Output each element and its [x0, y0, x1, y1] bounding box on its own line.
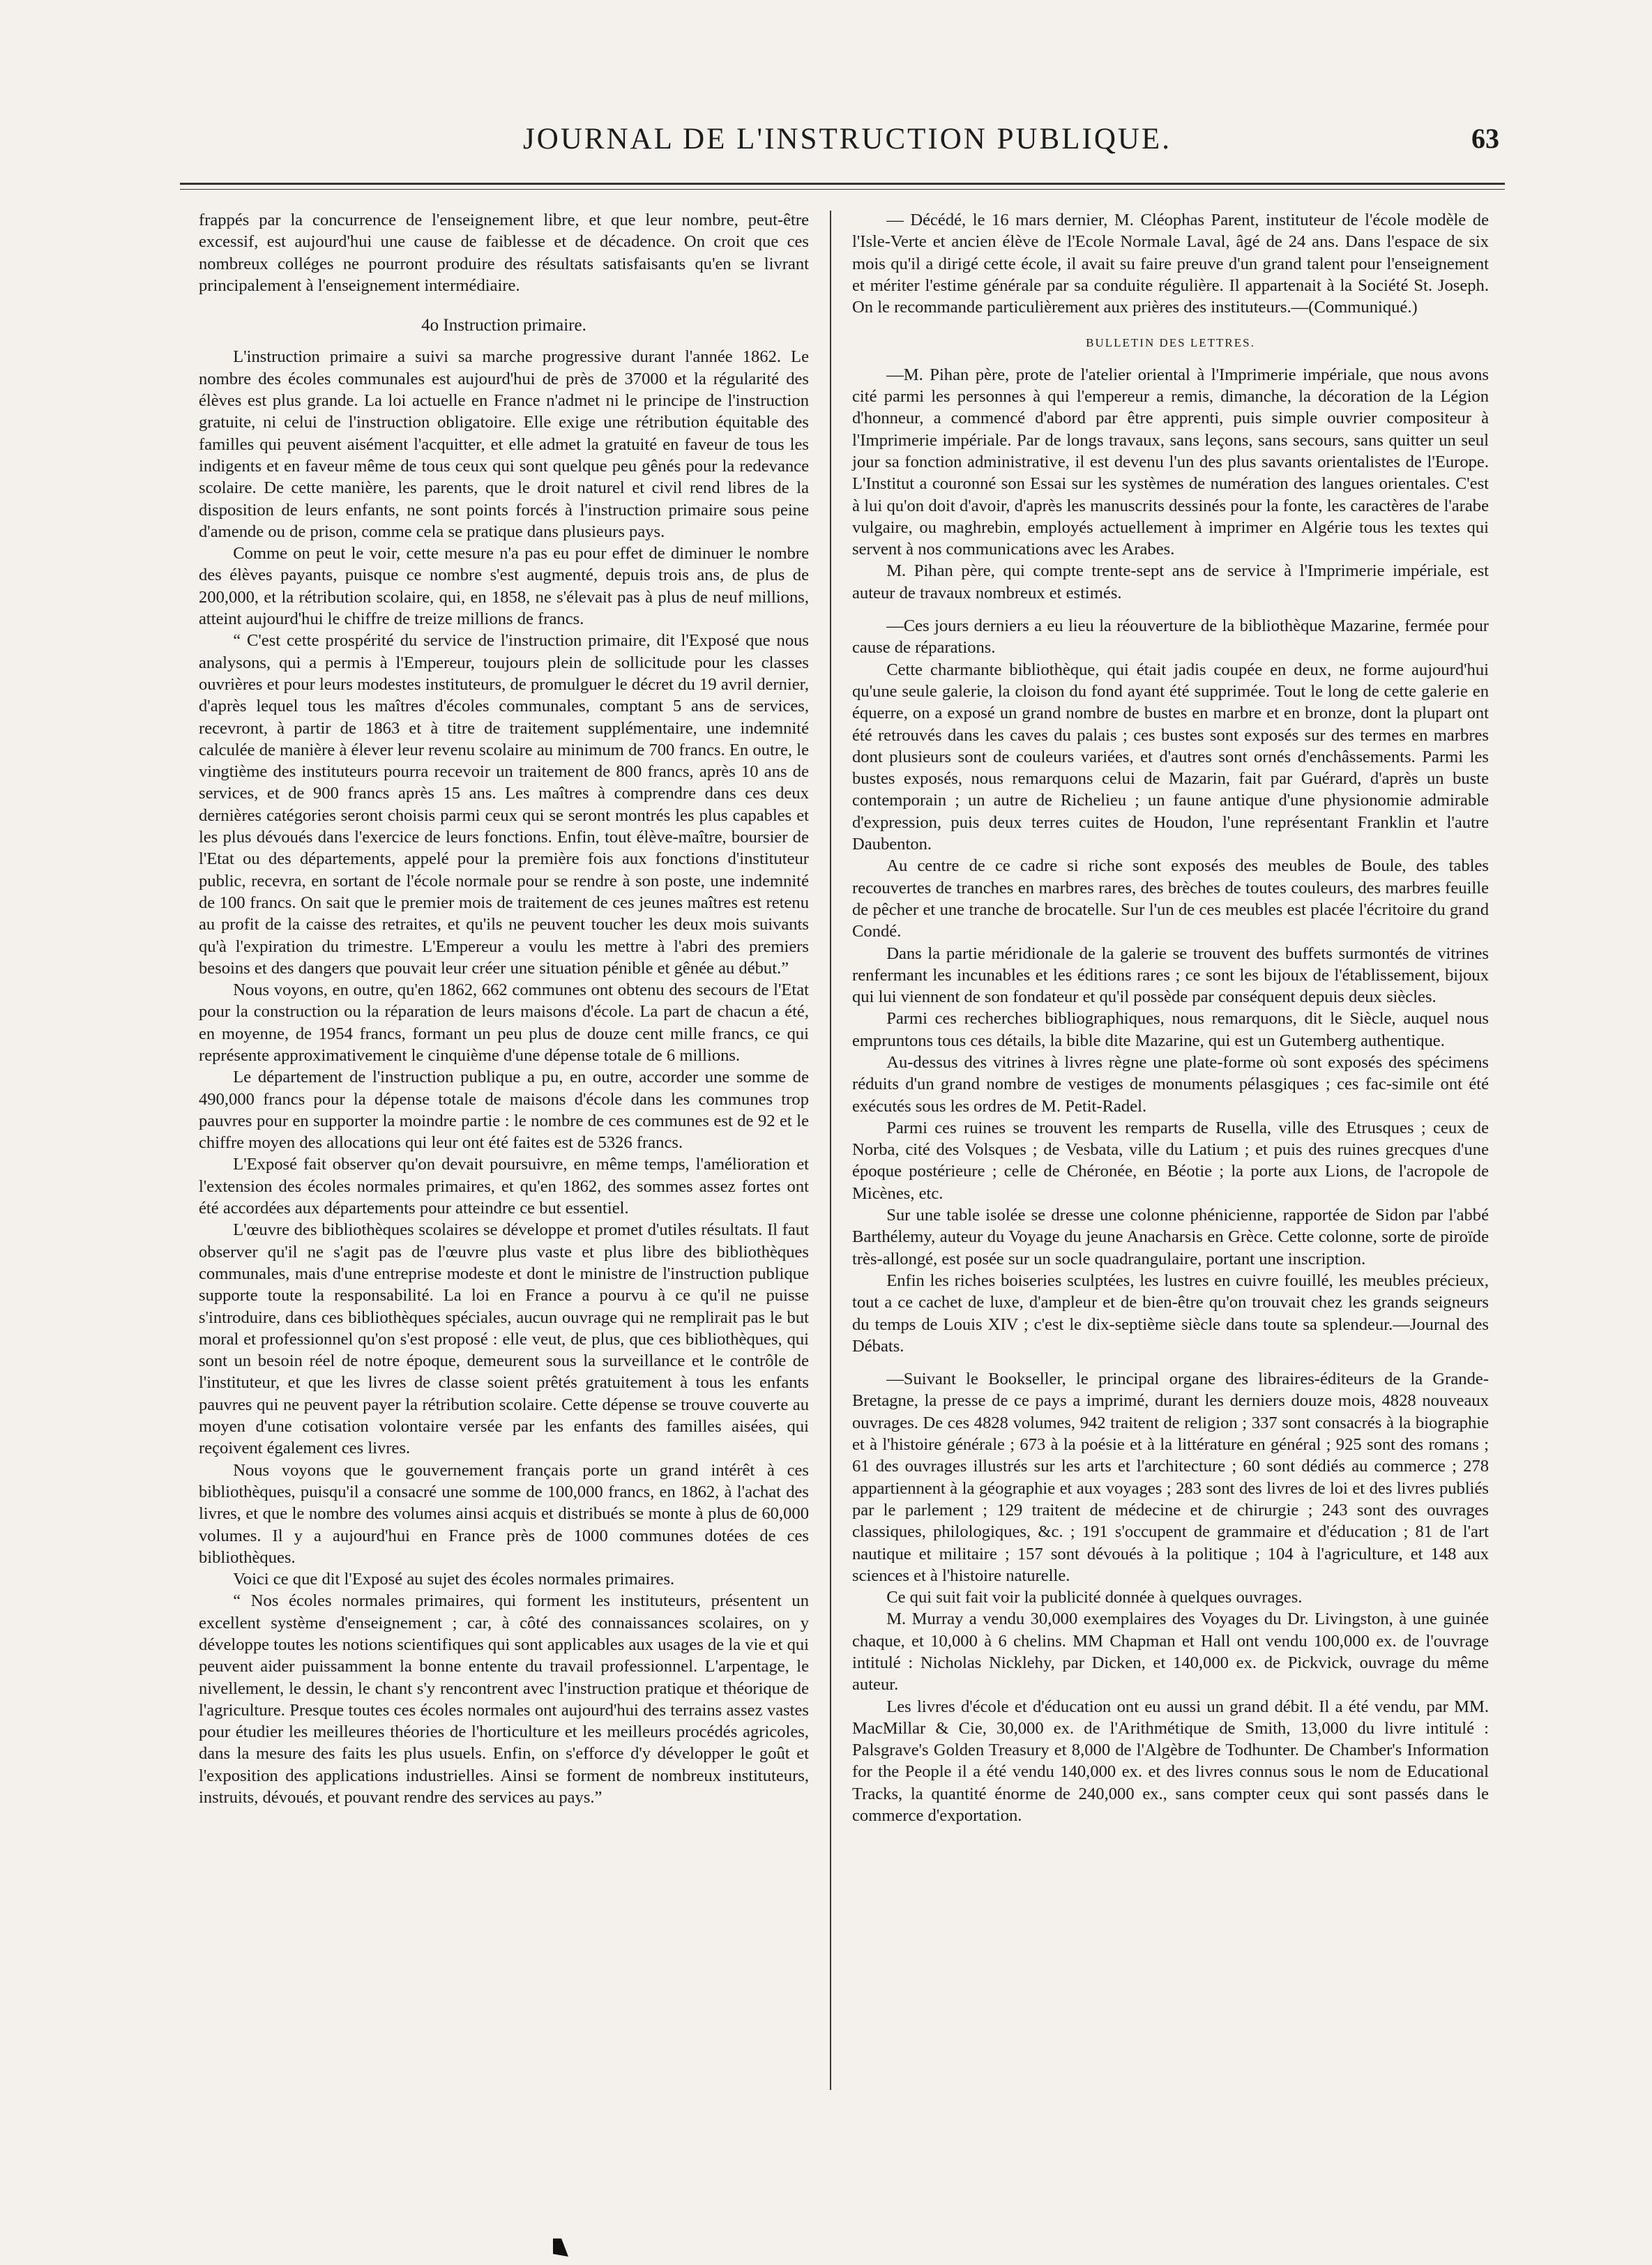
- paragraph: Enfin les riches boiseries sculptées, les lustres en cuivre fouillé, les meubles précieux, tout a ce cachet de luxe, d'ampleur et de bien-être qu'on trouvait chez les grands seigneurs du temps de Louis XIV ; c'est le dix-septième siècle dans toute sa splendeur.—Journal des Débats.: [852, 1271, 1489, 1356]
- section-heading: 4o Instruction primaire.: [421, 316, 586, 335]
- paragraph: Dans la partie méridionale de la galerie se trouvent des buffets surmontés de vitrines renfermant les incunables et les éditions rares ; ce sont les bijoux de l'établissement, bijoux qui lui viennent de son fondateur et qu'il possède par conséquent depuis deux siècles.: [852, 944, 1489, 1007]
- paragraph: Ce qui suit fait voir la publicité donnée à quelques ouvrages.: [886, 1588, 1303, 1607]
- paragraph: Parmi ces recherches bibliographiques, nous remarquons, dit le Siècle, auquel nous empruntons tous ces détails, la bible dite Mazarine, qui est un Gutemberg authentique.: [852, 1009, 1489, 1050]
- paragraph: Sur une table isolée se dresse une colonne phénicienne, rapportée de Sidon par l'abbé Barthélemy, auteur du Voyage du jeune Anacharsis en Grèce. Cette colonne, sorte de piroïde très-allongé, est posée sur un socle quadrangulaire, portant une inscription.: [852, 1206, 1489, 1268]
- paragraph: Le département de l'instruction publique a pu, en outre, accorder une somme de 490,000 francs pour la dépense totale de maisons d'école dans les communes trop pauvres pour en supporter la moindre partie : le nombre de ces communes est de 92 et le chiffre moyen des allocations qui leur ont été faites est de 5326 francs.: [199, 1068, 809, 1153]
- page-number: 63: [1471, 123, 1499, 154]
- paragraph: Au-dessus des vitrines à livres règne une plate-forme où sont exposés des spécimens réduits d'un grand nombre de vestiges de monuments pélasgiques ; ces fac-simile ont été exécutés sous les ordres de M. Petit-Radel.: [852, 1052, 1489, 1116]
- paragraph: Cette charmante bibliothèque, qui était jadis coupée en deux, ne forme aujourd'hui qu'une seule galerie, la cloison du fond ayant été supprimée. Tout le long de cette galerie en équerre, on a exposé un grand nombre de bustes en marbre et en bronze, dont la plupart ont été retrouvés dans les caves du palais ; ces bustes sont exposés sur des termes en marbres dont plusieurs sont de couleurs variées, et d'autres sont ornés d'enchâssements. Parmi les bustes exposés, nous remarquons celui de Mazarin, fait par Guérard, d'après un buste contemporain ; un autre de Richelieu ; un faune antique d'une physionomie admirable d'expression, puis deux terres cuites de Houdon, l'une représentant Franklin et l'autre Daubenton.: [852, 660, 1489, 854]
- paragraph: “ Nos écoles normales primaires, qui forment les instituteurs, présentent un excellent système d'enseignement ; car, à côté des connaissances scolaires, on y développe toutes les notions scientifiques qui sont applicables aux usages de la vie et qui peuvent aider puissamment la bonne entente du travail professionnel. L'arpentage, le nivellement, le dessin, le chant s'y rencontrent avec l'instruction pratique et théorique de l'agriculture. Presque toutes ces écoles normales ont aujourd'hui des terrains assez vastes pour étudier les meilleures théories de l'horticulture et les meilleurs procédés agricoles, dans la mesure des faits les plus usuels. Enfin, on s'efforce d'y développer le goût et l'exposition des applications industrielles. Ainsi se forment de nombreux instituteurs, instruits, dévoués, et pouvant rendre des services au pays.”: [199, 1591, 809, 1808]
- header-rule-thin: [180, 189, 1505, 190]
- section-heading: BULLETIN DES LETTRES.: [1086, 336, 1255, 350]
- paragraph: Comme on peut le voir, cette mesure n'a pas eu pour effet de diminuer le nombre des élèves payants, puisque ce nombre s'est augmenté, depuis trois ans, de plus de 200,000, et la rétribution scolaire, qui, en 1858, ne s'élevait pas à plus de neuf millions, atteint aujourd'hui le chiffre de treize millions de francs.: [199, 544, 809, 629]
- paragraph: Au centre de ce cadre si riche sont exposés des meubles de Boule, des tables recouvertes de tranches en marbres rares, des brèches de toutes couleurs, des marbres feuille de pêcher et une tranche de brocatelle. Sur l'un de ces meubles est placée l'écritoire du grand Condé.: [852, 856, 1489, 941]
- paragraph: M. Pihan père, qui compte trente-sept ans de service à l'Imprimerie impériale, est auteur de travaux nombreux et estimés.: [852, 561, 1489, 603]
- paragraph: L'instruction primaire a suivi sa marche progressive durant l'année 1862. Le nombre des écoles communales est aujourd'hui de près de 37000 et la régularité des élèves est plus grande. La loi actuelle en France n'admet ni le principe de l'instruction gratuite, ni celui de l'instruction obligatoire. Elle exige une rétribution équitable des familles qui peuvent aisément l'acquitter, et elle admet la gratuité en faveur de tous les indigents et en faveur même de tous ceux qui sont quelque peu gênés pour la redevance scolaire. De cette manière, les parents, que le droit naturel et civil rend libres de la disposition de leurs enfants, ne sont points forcés à l'instruction primaire sous peine d'amende ou de prison, comme cela se pratique dans plusieurs pays.: [199, 347, 809, 541]
- paragraph: —Suivant le Bookseller, le principal organe des libraires-éditeurs de la Grande-Bretagne, la presse de ce pays a imprimé, durant les derniers douze mois, 4828 nouveaux ouvrages. De ces 4828 volumes, 942 traitent de religion ; 337 sont consacrés à la biographie et à l'histoire générale ; 673 à la poésie et à la littérature en général ; 925 sont des romans ; 61 des ouvrages illustrés sur les arts et l'architecture ; 60 sont dédiés au commerce ; 278 appartiennent à la géographie et aux voyages ; 283 sont des livres de loi et des livres publiés par le parlement ; 129 traitent de médecine et de chirurgie ; 243 sont des ouvrages classiques, philologiques, &c. ; 191 s'occupent de grammaire et d'éducation ; 81 de l'art nautique et militaire ; 157 sont dévoués à la politique ; 104 à l'agriculture, et 148 aux sciences et à l'histoire naturelle.: [852, 1370, 1489, 1585]
- header-rule-thick: [180, 183, 1505, 185]
- paragraph: —M. Pihan père, prote de l'atelier oriental à l'Imprimerie impériale, que nous avons cité parmi les personnes à qui l'empereur a remis, dimanche, la décoration de la Légion d'honneur, a commencé d'abord par être apprenti, puis simple ouvrier compositeur à l'Imprimerie impériale. Par de longs travaux, sans leçons, sans secours, sans quitter un seul jour sa fonction administrative, il est devenu l'un des plus savants orientalistes de l'Europe. L'Institut a couronné son Essai sur les systèmes de numération des langues orientales. C'est à lui qu'on doit d'avoir, d'après les manuscrits dessinés pour la fonte, les caractères de l'arabe vulgaire, ou maghrebin, employés actuellement à imprimer en Algérie tous les textes qui servent à nos communications avec les Arabes.: [852, 365, 1489, 559]
- paragraph: L'Exposé fait observer qu'on devait poursuivre, en même temps, l'amélioration et l'extension des écoles normales primaires, et qu'en 1862, des sommes assez fortes ont été accordées aux départements pour atteindre ce but essentiel.: [199, 1155, 809, 1218]
- paragraph: Les livres d'école et d'éducation ont eu aussi un grand débit. Il a été vendu, par MM. MacMillar & Cie, 30,000 ex. de l'Arithmétique de Smith, 13,000 du livre intitulé : Palsgrave's Golden Treasury et 8,000 de l'Algèbre de Todhunter. De Chamber's Information for the People il a été vendu 140,000 ex. et des livres connus sous le nom de Educational Tracks, la quantité énorme de 240,000 ex., sans compter ceux qui sont passés dans le commerce d'exportation.: [852, 1697, 1489, 1826]
- paragraph: L'œuvre des bibliothèques scolaires se développe et promet d'utiles résultats. Il faut observer qu'il ne s'agit pas de l'œuvre plus vaste et plus libre des bibliothèques communales, mais d'une entreprise modeste et dont le ministre de l'instruction publique supporte toute la responsabilité. La loi en France a pourvu à ce qu'il ne puisse s'introduire, dans ces bibliothèques spéciales, aucun ouvrage qui ne remplirait pas le but moral et professionnel qu'on s'est proposé : elle veut, de plus, que ces bibliothèques, qui sont un besoin réel de notre époque, demeurent sous la surveillance et le contrôle de l'instituteur, et que les livres de classe soient prêtés gratuitement à tous les enfants pauvres qui ne peuvent payer la rétribution scolaire. Cette dépense se trouve couverte au moyen d'une cotisation volontaire versée par les enfants des familles aisées, qui reçoivent également ces livres.: [199, 1220, 809, 1458]
- left-column: [199, 209, 809, 1808]
- column-divider: [830, 211, 831, 2090]
- paragraph: M. Murray a vendu 30,000 exemplaires des Voyages du Dr. Livingston, à une guinée chaque, et 10,000 à 6 chelins. MM Chapman et Hall ont vendu 100,000 ex. de l'ouvrage intitulé : Nicholas Nicklehy, par Dicken, et 140,000 ex. de Pickvick, ouvrage du même auteur.: [852, 1609, 1489, 1695]
- paragraph: Parmi ces ruines se trouvent les remparts de Rusella, ville des Etrusques ; ceux de Norba, cité des Volsques ; de Vesbata, ville du Latium ; et puis des ruines grecques d'une époque postérieure ; celle de Chéronée, en Béotie ; la porte aux Lions, de l'acropole de Micènes, etc.: [852, 1118, 1489, 1203]
- paragraph: frappés par la concurrence de l'enseignement libre, et que leur nombre, peut-être excessif, est aujourd'hui une cause de faiblesse et de décadence. On croit que ces nombreux colléges ne pourront produire des résultats satisfaisants qu'en se livrant principalement à l'enseignement intermédiaire.: [199, 211, 809, 295]
- paragraph: — Décédé, le 16 mars dernier, M. Cléophas Parent, instituteur de l'école modèle de l'Isle-Verte et ancien élève de l'Ecole Normale Laval, âgé de 24 ans. Dans l'espace de six mois qu'il a dirigé cette école, il avait su faire preuve d'un grand talent pour l'enseignement et mériter l'estime générale par sa conduite régulière. Il appartenait à la Société St. Joseph. On le recommande particulièrement aux prières des instituteurs.—(Communiqué.): [852, 211, 1489, 317]
- paragraph: “ C'est cette prospérité du service de l'instruction primaire, dit l'Exposé que nous analysons, qui a permis à l'Empereur, toujours plein de sollicitude pour les classes ouvrières et pour leurs modestes instituteurs, de promulguer le décret du 19 avril dernier, d'après lequel tous les maîtres d'écoles communales, comptant 5 ans de services, recevront, à partir de 1863 et à titre de traitement supplémentaire, une indemnité calculée de manière à élever leur revenu scolaire au minimum de 700 francs. En outre, le vingtième des instituteurs pourra recevoir un traitement de 800 francs, après 10 ans de services, et de 900 francs après 15 ans. Les maîtres à comprendre dans ces deux dernières catégories seront choisis parmi ceux qui se seront montrés les plus capables et les plus dévoués dans l'exercice de leurs fonctions. Enfin, tout élève-maître, boursier de l'Etat ou des départements, appelé pour la première fois aux fonctions d'instituteur public, recevra, en sortant de l'école normale pour se rendre à son poste, une indemnité de 100 francs. On sait que le premier mois de traitement de ces jeunes maîtres est retenu au profit de la caisse des retraites, et qu'ils ne peuvent toucher les deux mois suivants qu'à l'expiration du trimestre. L'Empereur a voulu les mettre à l'abri des premiers besoins et des dangers que pouvait leur créer une situation pénible et gênée au début.”: [199, 631, 809, 978]
- journal-title: JOURNAL DE L'INSTRUCTION PUBLIQUE.: [523, 123, 1172, 156]
- right-column: [852, 209, 1489, 1826]
- paragraph: Voici ce que dit l'Exposé au sujet des écoles normales primaires.: [233, 1570, 675, 1589]
- paragraph: Nous voyons, en outre, qu'en 1862, 662 communes ont obtenu des secours de l'Etat pour la construction ou la réparation de leurs maisons d'école. La part de chacun a été, en moyenne, de 1954 francs, formant un peu plus de douze cent mille francs, ce qui représente approximativement le cinquième d'une dépense totale de 6 millions.: [199, 980, 809, 1065]
- paragraph: Nous voyons que le gouvernement français porte un grand intérêt à ces bibliothèques, puisqu'il a consacré une somme de 100,000 francs, en 1862, à l'achat des livres, et que le nombre des volumes ainsi acquis et distribués se monte à plus de 60,000 volumes. Il y a aujourd'hui en France près de 1000 communes dotées de ces bibliothèques.: [199, 1460, 809, 1567]
- paragraph: —Ces jours derniers a eu lieu la réouverture de la bibliothèque Mazarine, fermée pour cause de réparations.: [852, 616, 1489, 658]
- ink-mark: [553, 2239, 568, 2257]
- page-header: [195, 122, 1499, 171]
